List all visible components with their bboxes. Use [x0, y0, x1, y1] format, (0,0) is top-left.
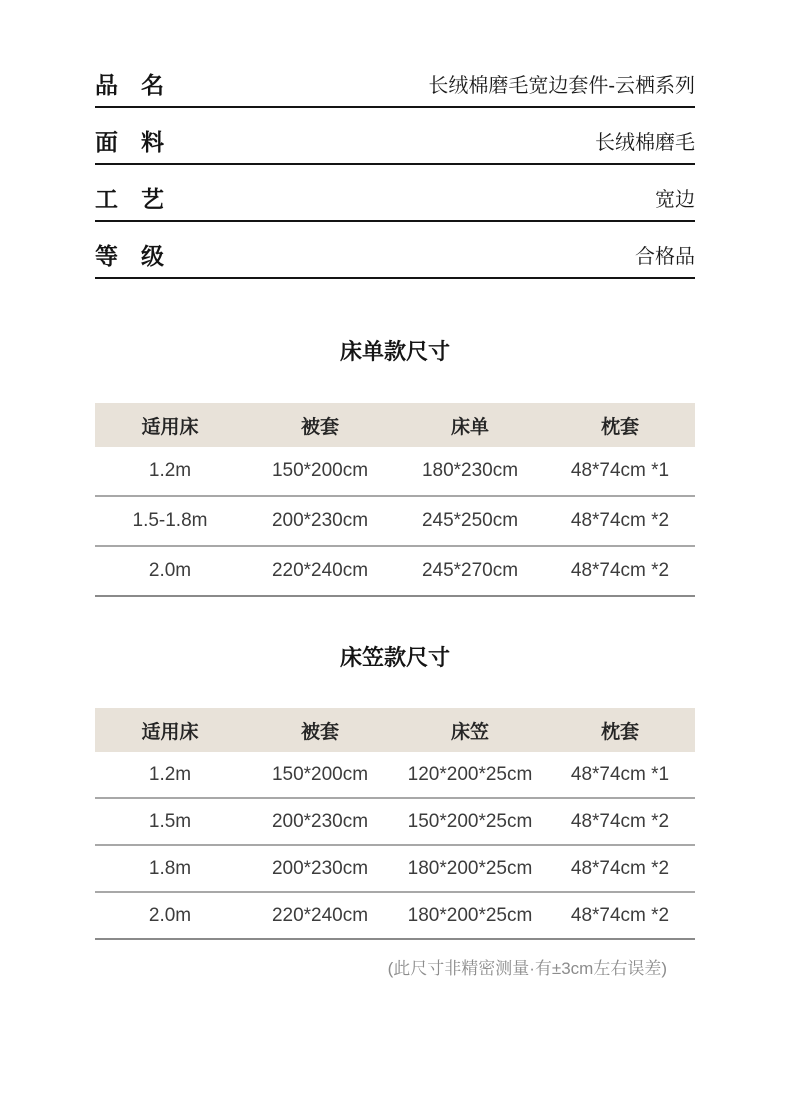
measurement-tolerance-note: (此尺寸非精密测量·有±3cm左右误差): [387, 959, 667, 978]
table-cell: 1.5m: [148, 810, 192, 832]
spec-value: 宽边: [655, 189, 695, 211]
table-row: [95, 447, 695, 497]
table-row: [95, 846, 695, 893]
column-header: 被套: [300, 721, 339, 743]
table-cell: 200*230cm: [271, 857, 369, 879]
spec-value: 长绒棉磨毛宽边套件-云栖系列: [428, 75, 695, 97]
table-cell: 1.5-1.8m: [132, 510, 208, 531]
table-cell: 48*74cm *1: [570, 460, 670, 481]
spec-row-fabric: [95, 108, 695, 165]
table-cell: 200*230cm: [271, 810, 369, 832]
column-header: 枕套: [600, 416, 639, 438]
table-cell: 2.0m: [148, 560, 192, 581]
spec-value: 长绒棉磨毛: [595, 132, 695, 154]
spec-sheet: [95, 51, 695, 979]
table-cell: 48*74cm *2: [570, 904, 670, 926]
table-cell: 1.2m: [148, 460, 192, 481]
table-cell: 150*200*25cm: [407, 810, 533, 832]
table-cell: 1.8m: [148, 857, 192, 879]
table-row: [95, 547, 695, 597]
spec-row-product-name: [95, 51, 695, 108]
table-cell: 48*74cm *2: [570, 857, 670, 879]
table-row: [95, 799, 695, 846]
fitted-table-title: 床笠款尺寸: [339, 645, 450, 670]
table-row: [95, 752, 695, 799]
table-cell: 150*200cm: [271, 763, 369, 785]
column-header: 床单: [450, 416, 489, 438]
table-cell: 180*200*25cm: [407, 857, 533, 879]
sheet-size-table: [95, 403, 695, 597]
table-cell: 120*200*25cm: [407, 763, 533, 785]
table-cell: 1.2m: [148, 763, 192, 785]
table-row: [95, 497, 695, 547]
spec-value: 合格品: [635, 246, 695, 268]
column-header: 适用床: [141, 416, 199, 438]
fitted-size-table: [95, 708, 695, 940]
spec-label: 品 名: [95, 72, 164, 98]
table-cell: 220*240cm: [271, 560, 369, 581]
sheet-table-title: 床单款尺寸: [339, 339, 450, 364]
table-cell: 200*230cm: [271, 510, 369, 531]
spec-label: 面 料: [95, 129, 164, 155]
table-cell: 48*74cm *2: [570, 510, 670, 531]
table-cell: 48*74cm *1: [570, 763, 670, 785]
column-header: 床笠: [450, 721, 489, 743]
fitted-table-header-row: [95, 708, 695, 752]
table-cell: 245*250cm: [421, 510, 519, 531]
spec-row-craft: [95, 165, 695, 222]
table-cell: 2.0m: [148, 904, 192, 926]
table-cell: 220*240cm: [271, 904, 369, 926]
sheet-table-header-row: [95, 403, 695, 447]
table-row: [95, 893, 695, 940]
table-cell: 48*74cm *2: [570, 560, 670, 581]
spec-label: 工 艺: [95, 186, 164, 212]
table-cell: 245*270cm: [421, 560, 519, 581]
table-cell: 180*200*25cm: [407, 904, 533, 926]
column-header: 适用床: [141, 721, 199, 743]
table-cell: 150*200cm: [271, 460, 369, 481]
product-spec-list: [95, 51, 695, 279]
column-header: 被套: [300, 416, 339, 438]
table-cell: 180*230cm: [421, 460, 519, 481]
spec-row-grade: [95, 222, 695, 279]
column-header: 枕套: [600, 721, 639, 743]
spec-label: 等 级: [95, 243, 164, 269]
table-cell: 48*74cm *2: [570, 810, 670, 832]
